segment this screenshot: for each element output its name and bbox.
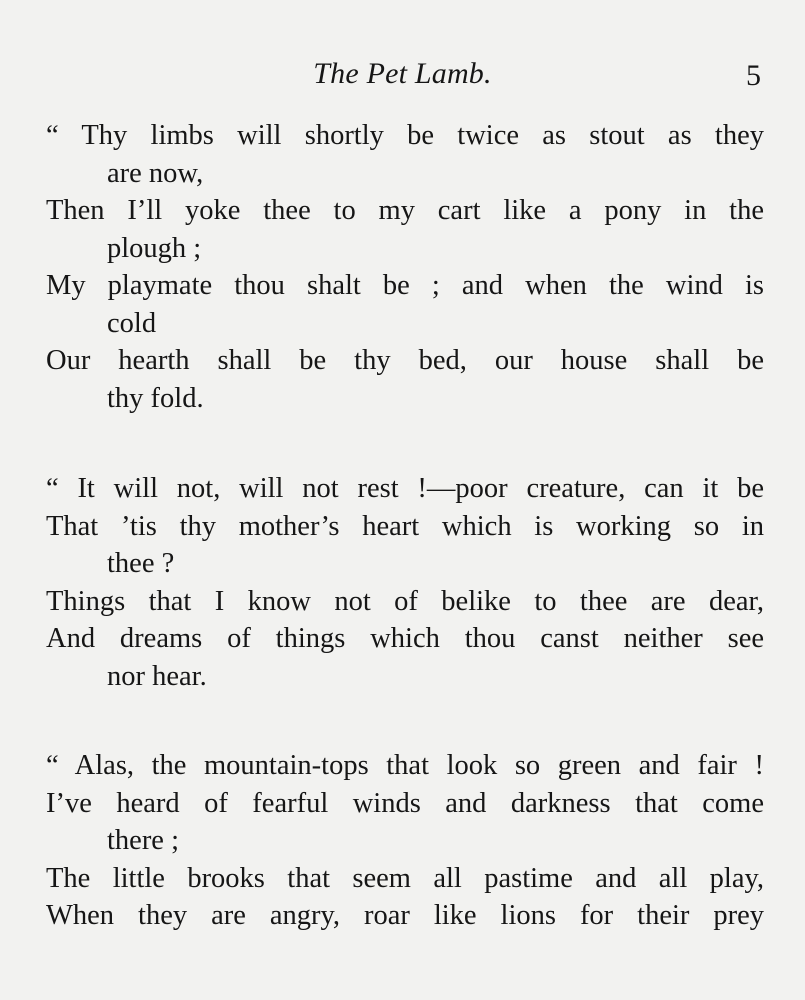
- verse-line-continuation: are now,: [107, 157, 204, 189]
- page-number: 5: [746, 59, 761, 92]
- verse-line: My playmate thou shalt be ; and when the wind is: [46, 270, 764, 301]
- verse-line: “ Thy limbs will shortly be twice as stout as they: [46, 120, 764, 151]
- verse-line: “ It will not, will not rest !—poor creature, can it be: [46, 473, 764, 504]
- verse-line: I’ve heard of fearful winds and darkness that come: [46, 787, 764, 819]
- verse-line-continuation: plough ;: [107, 232, 202, 264]
- verse-line-continuation: nor hear.: [107, 660, 207, 692]
- stanza-2: [46, 470, 764, 695]
- verse-line-continuation: there ;: [107, 825, 180, 856]
- verse-line: When they are angry, roar like lions for their prey: [46, 900, 764, 931]
- verse-line: That ’tis thy mother’s heart which is working so in: [46, 510, 764, 542]
- verse-line: The little brooks that seem all pastime and all play,: [46, 862, 764, 894]
- verse-line-continuation: thy fold.: [107, 382, 204, 414]
- stanza-1: [46, 117, 764, 417]
- verse-line: Then I’ll yoke thee to my cart like a pony in the: [46, 195, 764, 226]
- verse-line: “ Alas, the mountain-tops that look so green and fair !: [46, 750, 764, 781]
- stanza-3: [46, 747, 764, 935]
- verse-line-continuation: cold: [107, 307, 157, 339]
- verse-line-continuation: thee ?: [107, 548, 175, 579]
- running-title: The Pet Lamb.: [313, 57, 492, 90]
- verse-line: Our hearth shall be thy bed, our house shall be: [46, 345, 764, 376]
- verse-line: And dreams of things which thou canst neither see: [46, 623, 764, 654]
- verse-line: Things that I know not of belike to thee are dear,: [46, 585, 764, 617]
